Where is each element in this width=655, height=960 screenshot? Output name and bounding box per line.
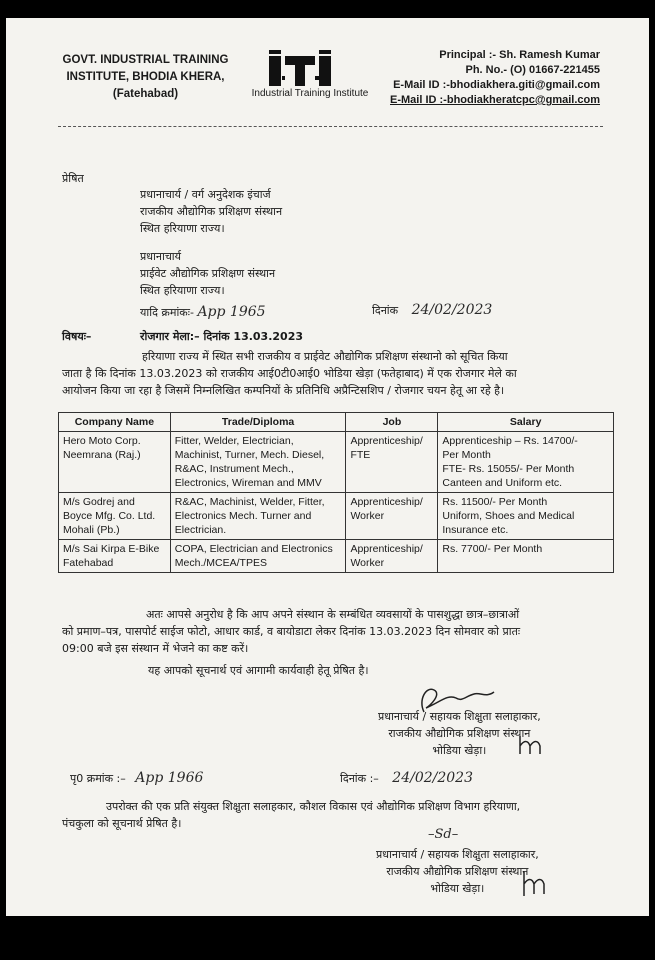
trade-cell [170, 540, 346, 573]
cell-line: R&AC, Machinist, Welder, Fitter, [174, 496, 325, 508]
sender-label: प्रेषित [62, 172, 84, 185]
cell-line: M/s Sai Kirpa E-Bike [63, 543, 160, 555]
info-line: यह आपको सूचनार्थ एवं आगामी कार्यवाही हेतू प्रेषित है। [148, 664, 369, 677]
cell-line: Worker [350, 510, 385, 522]
recipient-block-1 [140, 186, 282, 237]
body-line: आयोजन किया जा रहा है जिसमें निम्नलिखित कम्पनियों के प्रतिनिधि अप्रैन्टिसशिप / रोजगार चयन हेतू आ रहे है। [62, 384, 505, 397]
request-line: को प्रमाण–पत्र, पासपोर्ट साईज फोटो, आधार कार्ड, व बायोडाटा लेकर दिनांक 13.03.2023 दिन सोमवार को प्रातः [62, 625, 521, 638]
cell-line: Worker [350, 557, 385, 569]
signatory-institute: राजकीय औद्योगिक प्रशिक्षण संस्थान [388, 727, 531, 740]
endorsement-ref-label: पृ0 क्रमांक :– [70, 772, 126, 785]
cell-line: R&AC, Instrument Mech., [174, 463, 294, 475]
trade-cell [170, 432, 346, 493]
institute-name-line: GOVT. INDUSTRIAL TRAINING [62, 54, 229, 66]
body-line: जाता है कि दिनांक 13.03.2023 को राजकीय आई0टी0आई0 भोडिया खेड़ा (फतेहाबाद) में एक रोजगार मेले का [62, 367, 517, 380]
cell-line: Boyce Mfg. Co. Ltd. [63, 510, 156, 522]
recipient-line: प्राईवेट औद्योगिक प्रशिक्षण संस्थान [140, 267, 276, 280]
signatory-designation: प्रधानाचार्य / सहायक शिक्षुता सलाहाकार, [376, 848, 539, 861]
cell-line: Per Month [442, 449, 491, 461]
header-divider [58, 126, 603, 127]
institute-name-line: INSTITUTE, BHODIA KHERA, [66, 71, 225, 83]
cell-line: Insurance etc. [442, 524, 509, 536]
email-1: E-Mail ID :-bhodiakhera.giti@gmail.com [393, 79, 600, 91]
signature-block-2 [376, 846, 539, 897]
copy-line: पंचकुला को सूचनार्थ प्रेषित है। [62, 817, 182, 830]
body-line: हरियाणा राज्य में स्थित सभी राजकीय व प्राईवेट औद्योगिक प्रशिक्षण संस्थानो को सूचित किया [142, 350, 508, 363]
recipient-line: राजकीय औद्योगिक प्रशिक्षण संस्थान [140, 205, 283, 218]
request-line: 09:00 बजे इस संस्थान में भेजने का कष्ट करें। [62, 642, 249, 655]
endorsement-date-label: दिनांक :– [340, 772, 379, 785]
job-cell [346, 493, 438, 540]
cell-line: Neemrana (Raj.) [63, 449, 141, 461]
salary-cell [438, 493, 614, 540]
cell-line: Mech./MCEA/TPES [174, 557, 267, 569]
recipient-line: स्थित हरियाणा राज्य। [140, 284, 225, 297]
cell-line: Apprenticeship/ [350, 435, 423, 447]
endorsement-ref [70, 770, 203, 787]
col-header-job: Job [346, 413, 438, 432]
endorsement-date [340, 770, 473, 787]
endorsement-date-handwritten: 24/02/2023 [392, 770, 473, 786]
company-cell [59, 432, 171, 493]
cell-line: Apprenticeship – Rs. 14700/- [442, 435, 578, 447]
request-paragraph [62, 606, 622, 657]
cell-line: Electronics Mech. Turner and [174, 510, 312, 522]
signatory-place: भोडिया खेड़ा। [430, 882, 485, 895]
cell-line: Fatehabad [63, 557, 114, 569]
cell-line: M/s Godrej and [63, 496, 135, 508]
signatory-designation: प्रधानाचार्य / सहायक शिक्षुता सलाहाकार, [378, 710, 541, 723]
initials-mark-1 [516, 732, 546, 758]
cell-line: Electronics, Wireman and MMV [174, 477, 322, 489]
date-label: दिनांक [372, 304, 399, 317]
cell-line: FTE- Rs. 15055/- Per Month [442, 463, 575, 475]
col-header-trade: Trade/Diploma [170, 413, 346, 432]
recipient-block-2 [140, 248, 275, 299]
cell-line: Rs. 7700/- Per Month [442, 543, 543, 555]
cell-line: Hero Moto Corp. [63, 435, 141, 447]
recipient-line: प्रधानाचार्य / वर्ग अनुदेशक इंचार्ज [140, 188, 271, 201]
job-cell [346, 432, 438, 493]
institute-district: (Fatehabad) [112, 88, 179, 100]
iti-logo [240, 50, 380, 99]
cell-line: COPA, Electrician and Electronics [174, 543, 333, 555]
cell-line: Apprenticeship/ [350, 543, 423, 555]
date-value-handwritten: 24/02/2023 [411, 302, 493, 318]
subject-text: रोजगार मेला:– दिनांक 13.03.2023 [140, 330, 304, 343]
cell-line: FTE [350, 449, 371, 461]
principal-contact-block [388, 48, 600, 108]
company-cell [59, 493, 171, 540]
salary-cell [438, 540, 614, 573]
reference-number [140, 304, 266, 321]
initials-mark-2 [518, 868, 552, 900]
ref-label: यादि क्रमांकः- [140, 306, 194, 319]
principal-name: Principal :- Sh. Ramesh Kumar [439, 49, 600, 61]
iti-logo-icon [269, 50, 351, 86]
copy-paragraph [62, 798, 622, 832]
endorsement-ref-handwritten: App 1966 [135, 770, 204, 786]
col-header-salary: Salary [438, 413, 614, 432]
request-line: अतः आपसे अनुरोध है कि आप अपने संस्थान के सम्बंधित व्यवसायों के पासशुद्धा छात्र–छात्राओं [146, 608, 520, 621]
letter-body [62, 348, 622, 399]
signatory-place: भोडिया खेड़ा। [432, 744, 487, 757]
recipient-line: स्थित हरियाणा राज्य। [140, 222, 225, 235]
table-row [59, 493, 614, 540]
email-2: E-Mail ID :-bhodiakheratcpc@gmail.com [390, 94, 600, 106]
table-row [59, 432, 614, 493]
cell-line: Mohali (Pb.) [63, 524, 120, 536]
letter-date [372, 302, 492, 319]
cell-line: Fitter, Welder, Electrician, [174, 435, 294, 447]
cell-line: Rs. 11500/- Per Month [442, 496, 548, 508]
cell-line: Machinist, Turner, Mech. Diesel, [174, 449, 325, 461]
cell-line: Canteen and Uniform etc. [442, 477, 563, 489]
table-header-row [59, 413, 614, 432]
sd-mark: –Sd– [428, 827, 459, 842]
trade-cell [170, 493, 346, 540]
salary-cell [438, 432, 614, 493]
col-header-company: Company Name [59, 413, 171, 432]
table-row [59, 540, 614, 573]
phone-number: Ph. No.- (O) 01667-221455 [465, 64, 600, 76]
ref-value-handwritten: App 1965 [197, 304, 266, 320]
cell-line: Apprenticeship/ [350, 496, 423, 508]
signatory-institute: राजकीय औद्योगिक प्रशिक्षण संस्थान [386, 865, 529, 878]
cell-line: Uniform, Shoes and Medical [442, 510, 575, 522]
subject-label: विषयः– [62, 330, 92, 343]
job-cell [346, 540, 438, 573]
institute-name-block [58, 52, 233, 103]
company-cell [59, 540, 171, 573]
cell-line: Electrician. [174, 524, 227, 536]
company-table [58, 412, 614, 573]
copy-line: उपरोक्त की एक प्रति संयुक्त शिक्षुता सलाहकार, कौशल विकास एवं औद्योगिक प्रशिक्षण विभाग हरियाणा, [106, 800, 521, 813]
recipient-line: प्रधानाचार्य [140, 250, 182, 263]
logo-caption: Industrial Training Institute [251, 88, 369, 99]
